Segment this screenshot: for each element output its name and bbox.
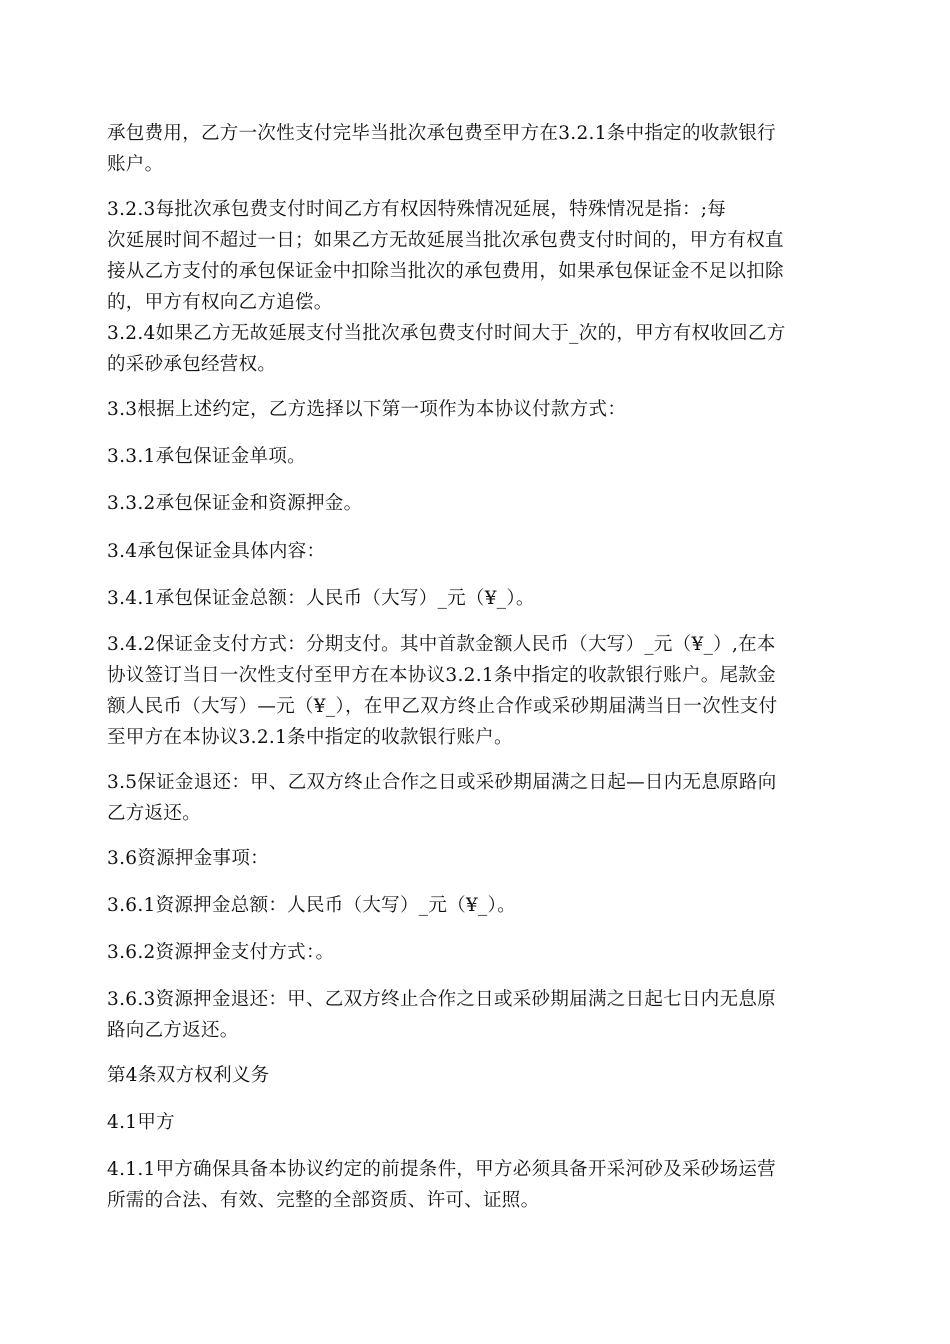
text-line: 3.4.2保证金支付方式：分期支付。其中首款金额人民币（大写）_元（¥_）,在本 — [107, 634, 776, 655]
paragraph-3-3-1 — [107, 441, 843, 472]
text-line: 3.5保证金退还：甲、乙双方终止合作之日或采砂期届满之日起—日内无息原路向 — [107, 772, 777, 793]
text-line: 3.6资源押金事项： — [107, 848, 269, 869]
text-line: 3.2.3每批次承包费支付时间乙方有权因特殊情况延展，特殊情况是指：;每 — [107, 199, 727, 220]
text-line: 3.3.2承包保证金和资源押金。 — [107, 493, 363, 514]
text-line: 的采砂承包经营权。 — [107, 354, 277, 375]
text-line: 4.1甲方 — [107, 1112, 175, 1133]
text-line: 的，甲方有权向乙方追偿。 — [107, 292, 333, 313]
text-line: 乙方返还。 — [107, 803, 202, 824]
text-line: 3.3.1承包保证金单项。 — [107, 446, 306, 467]
text-line: 额人民币（大写）—元（¥_），在甲乙双方终止合作或采砂期届满当日一次性支付 — [107, 696, 778, 717]
paragraph-3-4 — [107, 536, 843, 567]
paragraph-3-6-2 — [107, 937, 843, 968]
text-line: 承包费用，乙方一次性支付完毕当批次承包费至甲方在3.2.1条中指定的收款银行 — [107, 123, 776, 144]
text-line: 3.6.3资源押金退还：甲、乙双方终止合作之日或采砂期届满之日起七日内无息原 — [107, 989, 776, 1010]
text-line: 账户。 — [107, 154, 164, 175]
paragraph-3-2-4 — [107, 318, 843, 380]
paragraph-3-6-3 — [107, 984, 843, 1046]
paragraph-3-2-2-continued — [107, 118, 843, 180]
text-line: 3.6.2资源押金支付方式：。 — [107, 942, 335, 963]
paragraph-3-3-2 — [107, 488, 843, 519]
text-line: 3.2.4如果乙方无故延展支付当批次承包费支付时间大于_次的，甲方有权收回乙方 — [107, 323, 786, 344]
paragraph-3-4-2 — [107, 629, 843, 753]
text-line: 3.4承包保证金具体内容： — [107, 541, 326, 562]
paragraph-4-1-1 — [107, 1154, 843, 1216]
paragraph-3-4-1 — [107, 583, 843, 614]
text-line: 所需的合法、有效、完整的全部资质、许可、证照。 — [107, 1190, 540, 1211]
paragraph-3-5 — [107, 767, 843, 829]
subsection-heading-4-1 — [107, 1107, 843, 1138]
paragraph-3-6-1 — [107, 890, 843, 921]
paragraph-3-6 — [107, 843, 843, 874]
text-line: 3.3根据上述约定，乙方选择以下第一项作为本协议付款方式： — [107, 399, 627, 420]
text-line: 4.1.1甲方确保具备本协议约定的前提条件，甲方必须具备开采河砂及采砂场运营 — [107, 1159, 776, 1180]
text-line: 协议签订当日一次性支付至甲方在本协议3.2.1条中指定的收款银行账户。尾款金 — [107, 665, 776, 686]
text-line: 3.6.1资源押金总额：人民币（大写）_元（¥_）。 — [107, 895, 516, 916]
paragraph-3-2-3 — [107, 194, 843, 318]
section-heading-4 — [107, 1060, 843, 1091]
text-line: 至甲方在本协议3.2.1条中指定的收款银行账户。 — [107, 727, 513, 748]
text-line: 次延展时间不超过一日；如果乙方无故延展当批次承包费支付时间的，甲方有权直 — [107, 230, 784, 251]
text-line: 第4条双方权利义务 — [107, 1065, 270, 1086]
text-line: 路向乙方返还。 — [107, 1020, 239, 1041]
text-line: 接从乙方支付的承包保证金中扣除当批次的承包费用，如果承包保证金不足以扣除 — [107, 261, 784, 282]
text-line: 3.4.1承包保证金总额：人民币（大写）_元（¥_）。 — [107, 588, 535, 609]
paragraph-3-3 — [107, 394, 843, 425]
